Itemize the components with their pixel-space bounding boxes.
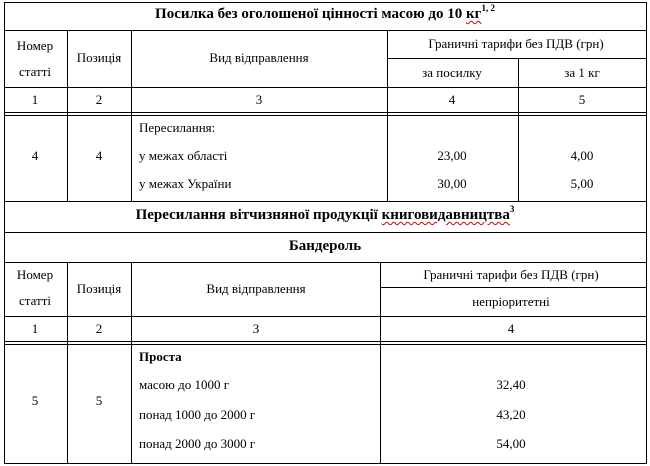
column-number: 3 (252, 321, 260, 336)
row-value: 54,00 (496, 436, 526, 451)
row-heading: Пересилання: (139, 120, 216, 135)
printed-matter-title: Бандероль (288, 238, 362, 254)
row-kg-value: 5,00 (570, 176, 594, 191)
header-article-line2: статті (18, 293, 52, 308)
column-number: 2 (95, 92, 103, 107)
row-article: 4 (31, 148, 39, 163)
header-position: Позиція (76, 281, 122, 296)
column-number: 1 (31, 92, 39, 107)
header-shipment-type: Вид відправлення (206, 281, 306, 296)
row-position: 5 (95, 393, 103, 408)
row-heading: Проста (139, 349, 182, 364)
header-per-kg: за 1 кг (564, 65, 600, 80)
row-parcel-value: 30,00 (437, 176, 467, 191)
header-non-priority: непріоритетні (472, 294, 550, 309)
row-value: 32,40 (496, 377, 526, 392)
section-title: Пересилання вітчизняної продукції книговидавництва$^3$ (135, 204, 515, 223)
column-number: 4 (448, 92, 456, 107)
row-line-label: понад 2000 до 3000 г (139, 436, 256, 451)
header-per-parcel: за посилку (422, 65, 482, 80)
header-shipment-type: Вид відправлення (209, 50, 309, 65)
column-number: 2 (95, 321, 103, 336)
header-article-line2: статті (18, 64, 52, 79)
row-position: 4 (95, 148, 103, 163)
header-article-line1: Номер (16, 38, 54, 53)
row-line-label: у межах області (139, 148, 228, 163)
row-value: 43,20 (496, 407, 526, 422)
column-number: 4 (507, 321, 515, 336)
header-article-line1: Номер (16, 267, 54, 282)
row-line-label: масою до 1000 г (139, 377, 230, 392)
header-tariffs: Граничні тарифи без ПДВ (грн) (423, 267, 599, 282)
header-tariffs: Граничні тарифи без ПДВ (грн) (428, 36, 604, 51)
column-number: 3 (255, 92, 263, 107)
row-line-label: у межах України (139, 176, 232, 191)
row-article: 5 (31, 393, 39, 408)
row-parcel-value: 23,00 (437, 148, 467, 163)
row-kg-value: 4,00 (570, 148, 594, 163)
parcel-table-title: Посилка без оголошеної цінності масою до 10 кг$^{1, 2}$ (155, 3, 495, 22)
column-number: 1 (31, 321, 39, 336)
column-number: 5 (578, 92, 586, 107)
header-position: Позиція (76, 50, 122, 65)
row-line-label: понад 1000 до 2000 г (139, 407, 256, 422)
